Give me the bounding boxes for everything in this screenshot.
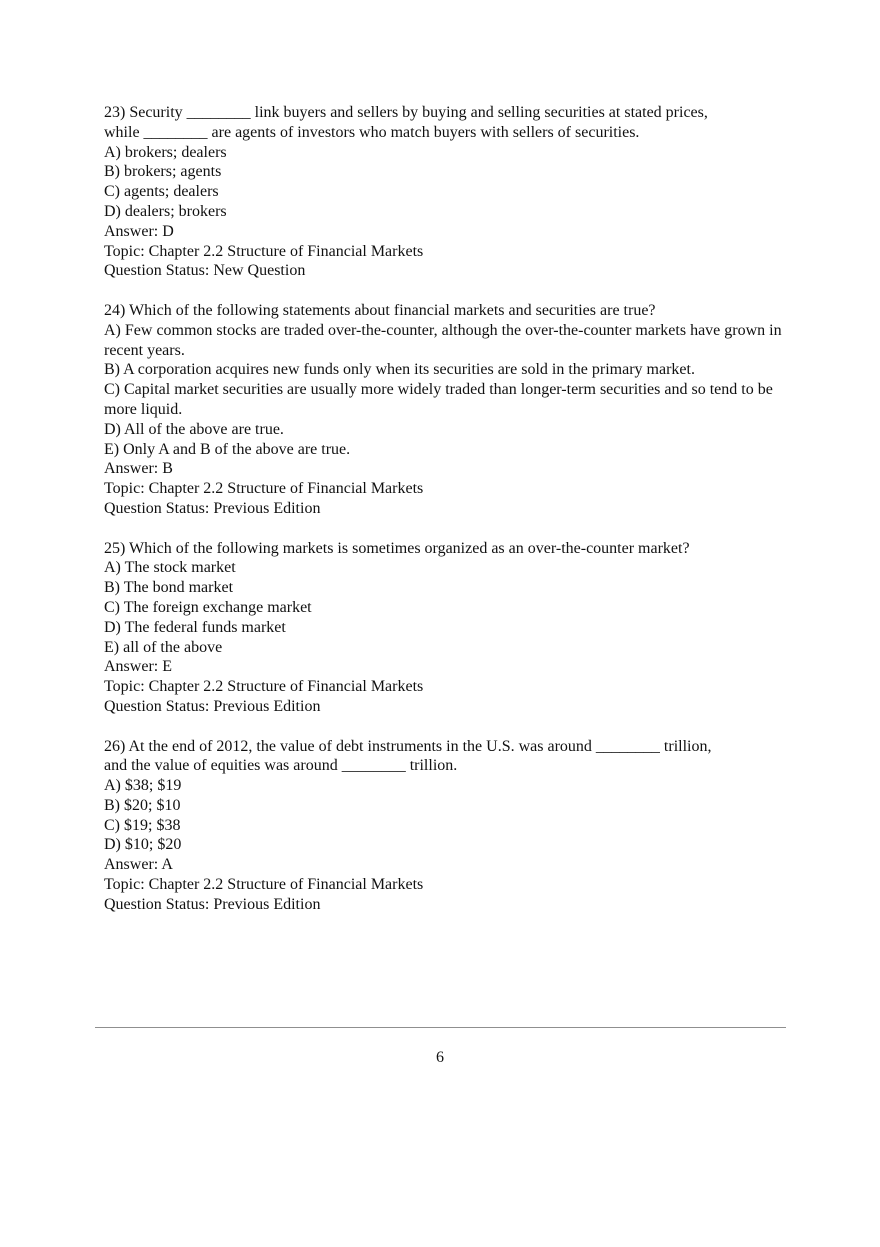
answer-key: Answer: A bbox=[104, 856, 173, 874]
question-status: Question Status: New Question bbox=[104, 262, 306, 280]
answer-option: B) The bond market bbox=[104, 579, 234, 597]
answer-option: C) agents; dealers bbox=[104, 183, 219, 201]
answer-key: Answer: B bbox=[104, 460, 173, 478]
answer-option: C) Capital market securities are usually more widely traded than longer-term securities and so tend to be more liquid. bbox=[104, 381, 773, 418]
question-topic: Topic: Chapter 2.2 Structure of Financial Markets bbox=[104, 876, 424, 894]
question-23 bbox=[104, 103, 794, 281]
answer-option: C) $19; $38 bbox=[104, 816, 181, 834]
question-stem: while ________ are agents of investors who match buyers with sellers of securities. bbox=[104, 123, 640, 141]
question-topic: Topic: Chapter 2.2 Structure of Financial Markets bbox=[104, 242, 424, 260]
answer-option: B) $20; $10 bbox=[104, 796, 181, 814]
answer-option: A) The stock market bbox=[104, 559, 236, 577]
answer-option: D) $10; $20 bbox=[104, 836, 182, 854]
question-stem: 23) Security ________ link buyers and sellers by buying and selling securities at stated prices, bbox=[104, 104, 708, 121]
question-stem: 24) Which of the following statements about financial markets and securities are true? bbox=[104, 301, 656, 319]
answer-option: E) Only A and B of the above are true. bbox=[104, 440, 351, 458]
question-stem: 26) At the end of 2012, the value of debt instruments in the U.S. was around ________ trillion, bbox=[104, 737, 712, 755]
footer-divider bbox=[95, 1027, 786, 1028]
answer-option: B) A corporation acquires new funds only when its securities are sold in the primary market. bbox=[104, 361, 695, 379]
question-status: Question Status: Previous Edition bbox=[104, 895, 321, 913]
question-25 bbox=[104, 539, 794, 717]
answer-option: A) Few common stocks are traded over-the-counter, although the over-the-counter markets have grown in recent years. bbox=[104, 321, 782, 359]
page-number: 6 bbox=[436, 1049, 444, 1066]
answer-option: E) all of the above bbox=[104, 638, 223, 656]
answer-option: C) The foreign exchange market bbox=[104, 598, 312, 616]
question-topic: Topic: Chapter 2.2 Structure of Financial Markets bbox=[104, 480, 424, 498]
question-stem: 25) Which of the following markets is sometimes organized as an over-the-counter market? bbox=[104, 539, 690, 557]
answer-option: D) The federal funds market bbox=[104, 618, 286, 636]
answer-option: B) brokers; agents bbox=[104, 163, 222, 181]
answer-option: D) dealers; brokers bbox=[104, 202, 227, 220]
answer-option: A) $38; $19 bbox=[104, 777, 182, 795]
answer-option: A) brokers; dealers bbox=[104, 143, 227, 161]
answer-key: Answer: E bbox=[104, 658, 172, 676]
question-24 bbox=[104, 301, 794, 519]
question-status: Question Status: Previous Edition bbox=[104, 499, 321, 517]
question-26 bbox=[104, 737, 794, 915]
question-topic: Topic: Chapter 2.2 Structure of Financial Markets bbox=[104, 678, 424, 696]
question-status: Question Status: Previous Edition bbox=[104, 697, 321, 715]
answer-option: D) All of the above are true. bbox=[104, 420, 284, 438]
question-list bbox=[104, 103, 794, 934]
answer-key: Answer: D bbox=[104, 222, 174, 240]
question-stem: and the value of equities was around ________ trillion. bbox=[104, 757, 458, 775]
